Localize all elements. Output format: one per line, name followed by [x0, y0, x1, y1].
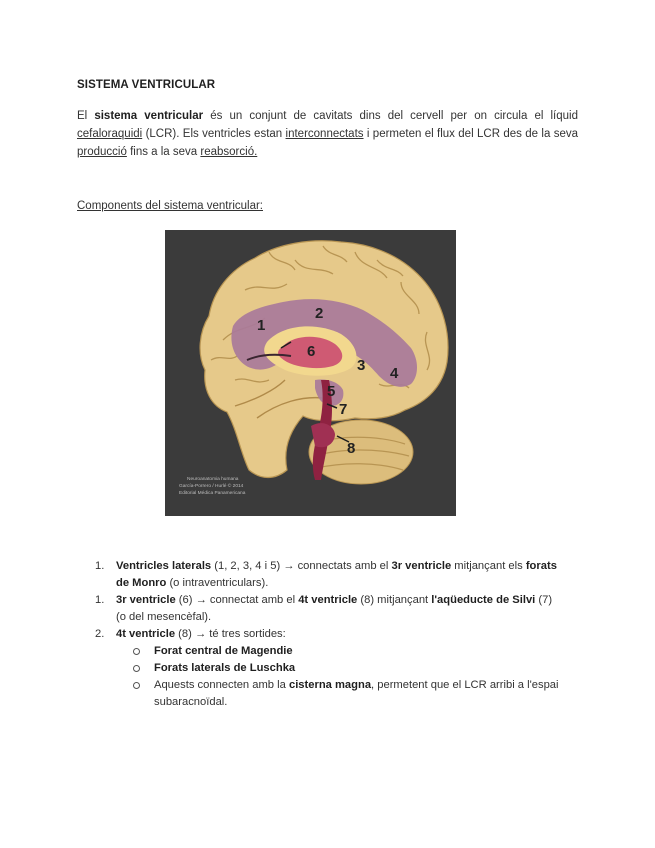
intro-text: El: [77, 110, 95, 122]
list-text: (6): [175, 594, 196, 606]
list-item: [95, 626, 565, 643]
ventricle-list: [95, 558, 565, 711]
list-number: 2.: [95, 628, 105, 640]
figure-credit-line-3: Editorial Médica Panamericana: [179, 491, 246, 496]
intro-underlined-term: reabsorció.: [200, 146, 258, 158]
list-term: forats de Monro: [116, 560, 557, 589]
intro-text: és un conjunt de cavitats dins del cervell per on circula el líquid: [203, 110, 578, 122]
list-text: , permetent que el LCR arribi a l'espai subaracnoïdal.: [154, 679, 559, 708]
document-title: SISTEMA VENTRICULAR: [77, 79, 216, 91]
list-term: 3r ventricle: [116, 594, 176, 606]
sub-list-item: [95, 677, 565, 711]
intro-underlined-term: cefaloraquidi: [77, 128, 143, 140]
list-term: Forat central de Magendie: [154, 645, 293, 657]
label-2: 2: [315, 305, 324, 322]
list-term: cisterna magna: [288, 679, 372, 691]
intro-text: fins a la seva: [126, 146, 201, 158]
right-arrow-icon: →: [194, 628, 207, 640]
circle-bullet-icon: [133, 648, 140, 655]
list-item: [95, 558, 565, 592]
list-term: l'aqüeducte de Silvi: [431, 594, 536, 606]
list-text: connectat amb el: [206, 594, 299, 606]
figure-credit-line-2: García-Porrero / Hurlé © 2014: [179, 484, 244, 489]
sub-list-item: [95, 660, 565, 677]
intro-underlined-term: producció: [77, 146, 127, 158]
right-arrow-icon: →: [283, 560, 295, 572]
intro-bold-term: sistema ventricular: [94, 110, 204, 122]
components-heading: Components del sistema ventricular:: [77, 200, 263, 212]
list-term: 4t ventricle: [298, 594, 358, 606]
list-text: mitjançant els: [451, 560, 526, 572]
list-text: (8) mitjançant: [357, 594, 432, 606]
sub-list-item: [95, 643, 565, 660]
label-4: 4: [390, 365, 399, 382]
intro-text: (LCR). Els ventricles estan: [142, 128, 286, 140]
list-text: connectats amb el: [294, 560, 392, 572]
intro-paragraph: [77, 107, 578, 161]
list-text: (8): [175, 628, 195, 640]
label-6: 6: [307, 343, 316, 360]
intro-underlined-term: interconnectats: [285, 128, 364, 140]
label-7: 7: [339, 401, 348, 418]
list-text: (o intraventriculars).: [166, 577, 269, 589]
list-term: 3r ventricle: [391, 560, 452, 572]
list-text: (1, 2, 3, 4 i 5): [211, 560, 284, 572]
list-text: Aquests connecten amb la: [154, 679, 289, 691]
list-term: Forats laterals de Luschka: [154, 662, 296, 674]
list-number: 1.: [95, 560, 105, 572]
list-text: té tres sortides:: [206, 628, 286, 640]
right-arrow-icon: →: [195, 594, 207, 606]
intro-text: i permeten el flux del LCR des de la seva: [363, 128, 578, 140]
brain-illustration: [165, 230, 456, 516]
list-item: [95, 592, 565, 626]
label-8: 8: [347, 440, 356, 457]
figure-credit-line-1: Neuroanatomia humana: [187, 477, 239, 482]
list-term: Ventricles laterals: [116, 560, 212, 572]
list-text: (7) (o del mesencèfal).: [116, 594, 553, 623]
circle-bullet-icon: [133, 682, 140, 689]
list-term: 4t ventricle: [116, 628, 176, 640]
brain-ventricle-figure: [165, 230, 456, 516]
label-5: 5: [327, 383, 336, 400]
list-number: 1.: [95, 594, 105, 606]
label-3: 3: [357, 357, 366, 374]
circle-bullet-icon: [133, 665, 140, 672]
label-1: 1: [257, 317, 266, 334]
